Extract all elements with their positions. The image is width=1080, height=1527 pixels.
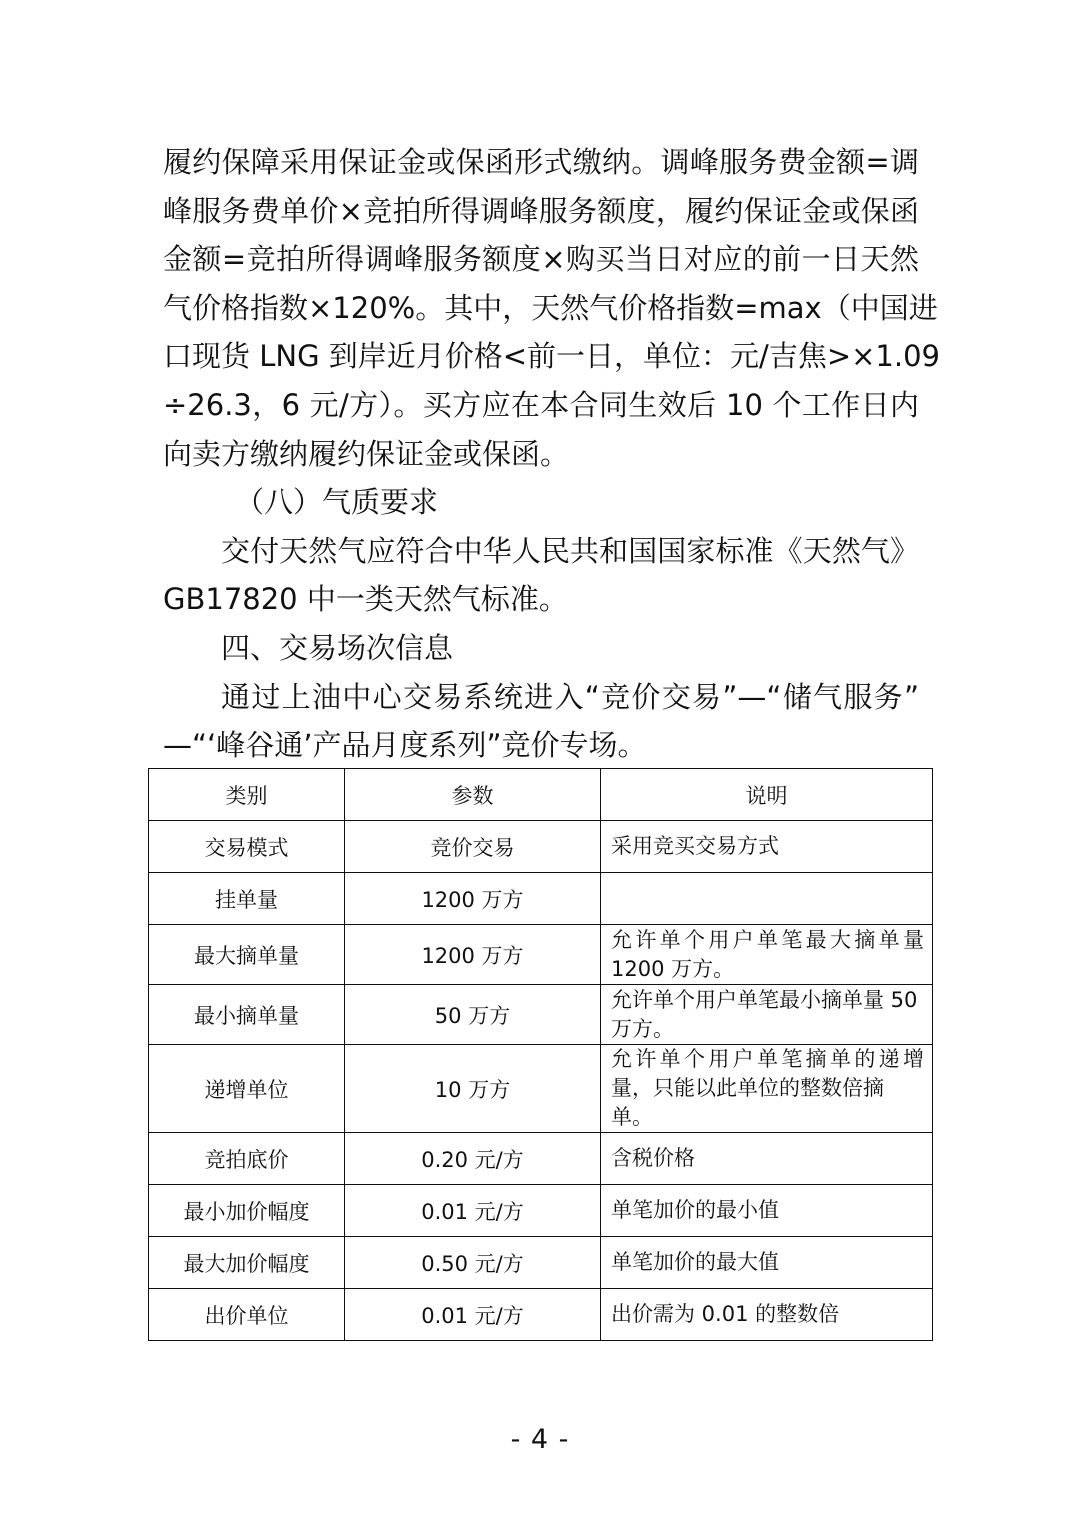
table-row xyxy=(149,1289,933,1341)
description-line: 采用竞买交易方式 xyxy=(611,834,779,858)
table-cell-category: 最小摘单量 xyxy=(149,985,345,1045)
description-line: 允许单个用户单笔最大摘单量 xyxy=(611,927,924,952)
table-header-category: 类别 xyxy=(149,769,345,821)
table-cell-category: 递增单位 xyxy=(149,1045,345,1133)
table-row xyxy=(149,1133,933,1185)
description-line: 单笔加价的最小值 xyxy=(611,1198,779,1222)
subheading-gas-quality: （八）气质要求 xyxy=(235,485,439,520)
description-line: 万方。 xyxy=(611,1016,674,1041)
table-cell-category: 竞拍底价 xyxy=(149,1133,345,1185)
paragraph-trading-system xyxy=(163,673,919,770)
table-cell-description xyxy=(601,985,933,1045)
section-heading-trading-session: 四、交易场次信息 xyxy=(221,630,454,665)
paragraph-gas-standard xyxy=(163,527,919,624)
paragraph-line: 峰服务费单价×竞拍所得调峰服务额度，履约保证金或保函 xyxy=(163,193,919,228)
table-cell-parameter: 0.50 元/方 xyxy=(345,1237,601,1289)
table-cell-category: 最大加价幅度 xyxy=(149,1237,345,1289)
table-cell-parameter: 0.20 元/方 xyxy=(345,1133,601,1185)
table-cell-parameter: 竞价交易 xyxy=(345,821,601,873)
trading-info-table xyxy=(148,768,933,1341)
table-row xyxy=(149,1185,933,1237)
table-row xyxy=(149,985,933,1045)
trading-info-table-wrapper xyxy=(148,768,932,1341)
description-line: 单笔加价的最大值 xyxy=(611,1250,779,1274)
description-line: 允许单个用户单笔摘单的递增 xyxy=(611,1047,924,1071)
description-line: 出价需为 0.01 的整数倍 xyxy=(611,1302,840,1326)
table-cell-description xyxy=(601,1133,933,1185)
table-cell-category: 挂单量 xyxy=(149,873,345,925)
table-cell-parameter: 0.01 元/方 xyxy=(345,1289,601,1341)
paragraph-line: ÷26.3，6 元/方）。买方应在本合同生效后 10 个工作日内 xyxy=(163,387,919,422)
table-header-parameter: 参数 xyxy=(345,769,601,821)
table-header-row xyxy=(149,769,933,821)
paragraph-line: —“‘峰谷通’产品月度系列”竞价专场。 xyxy=(163,728,647,763)
description-line: 含税价格 xyxy=(611,1146,695,1170)
table-cell-parameter: 0.01 元/方 xyxy=(345,1185,601,1237)
paragraph-line: 气价格指数×120%。其中，天然气价格指数=max（中国进 xyxy=(163,290,938,325)
table-cell-category: 出价单位 xyxy=(149,1289,345,1341)
table-row xyxy=(149,925,933,985)
table-cell-description xyxy=(601,925,933,985)
table-row xyxy=(149,821,933,873)
description-line: 1200 万方。 xyxy=(611,956,735,981)
table-header-description: 说明 xyxy=(601,769,933,821)
paragraph-line: 履约保障采用保证金或保函形式缴纳。调峰服务费金额=调 xyxy=(163,145,919,179)
paragraph-line: 金额=竞拍所得调峰服务额度×购买当日对应的前一日天然 xyxy=(163,242,919,277)
table-row xyxy=(149,873,933,925)
paragraph-line: GB17820 中一类天然气标准。 xyxy=(163,582,568,617)
paragraph-line: 交付天然气应符合中华人民共和国国家标准《天然气》 xyxy=(221,533,919,568)
table-cell-description xyxy=(601,873,933,925)
table-cell-parameter: 1200 万方 xyxy=(345,925,601,985)
table-row xyxy=(149,1237,933,1289)
description-line: 量，只能以此单位的整数倍摘单。 xyxy=(611,1076,884,1129)
description-line: 允许单个用户单笔最小摘单量 50 xyxy=(611,987,918,1012)
table-cell-parameter: 50 万方 xyxy=(345,985,601,1045)
table-cell-parameter: 10 万方 xyxy=(345,1045,601,1133)
paragraph-line: 通过上油中心交易系统进入“竞价交易”—“储气服务” xyxy=(221,679,919,714)
table-cell-parameter: 1200 万方 xyxy=(345,873,601,925)
table-cell-category: 最大摘单量 xyxy=(149,925,345,985)
table-cell-description xyxy=(601,1045,933,1133)
table-cell-category: 交易模式 xyxy=(149,821,345,873)
table-row xyxy=(149,1045,933,1133)
paragraph-line: 向卖方缴纳履约保证金或保函。 xyxy=(163,436,570,471)
body-text xyxy=(163,138,940,770)
table-cell-description xyxy=(601,1185,933,1237)
table-cell-description xyxy=(601,1237,933,1289)
page-number: - 4 - xyxy=(510,1424,570,1455)
paragraph-line: 口现货 LNG 到岸近月价格<前一日，单位：元/吉焦>×1.09 xyxy=(163,339,940,374)
paragraph-performance-guarantee xyxy=(163,138,940,478)
table-cell-category: 最小加价幅度 xyxy=(149,1185,345,1237)
table-cell-description xyxy=(601,821,933,873)
table-cell-description xyxy=(601,1289,933,1341)
